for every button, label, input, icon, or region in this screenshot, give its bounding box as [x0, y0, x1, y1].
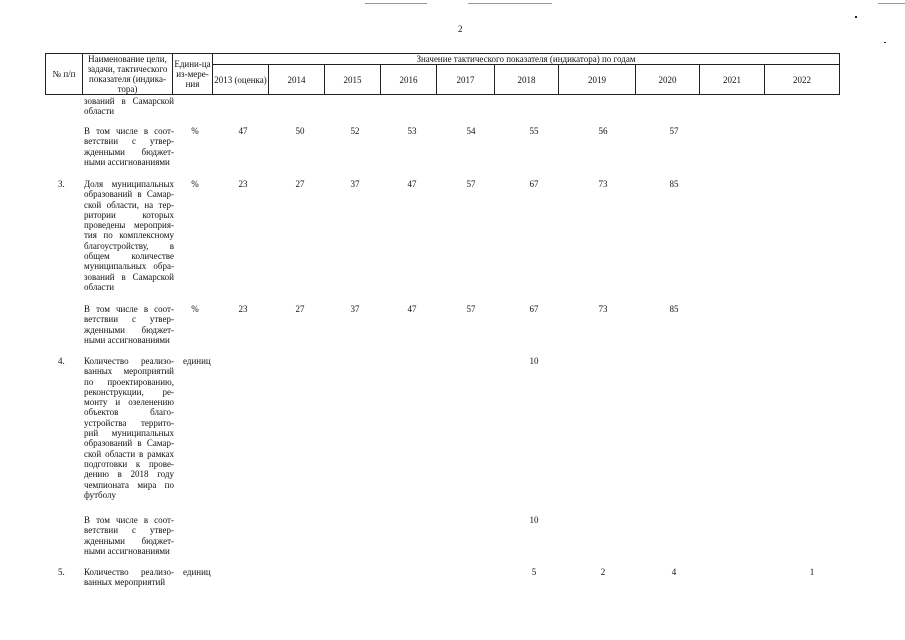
- row-unit: единиц: [183, 567, 211, 577]
- header-year: 2021: [700, 65, 765, 95]
- header-year: 2017: [437, 65, 495, 95]
- top-rule-edge: [878, 3, 905, 4]
- row-name: В том числе в соот-ветствии с утвер-жденными бюджет-ными ассигнованиями: [84, 126, 174, 167]
- row-unit: единиц: [183, 356, 211, 366]
- row-value: 1: [809, 567, 815, 577]
- row-value: 47: [407, 179, 417, 189]
- row-value: 85: [669, 179, 679, 189]
- scan-speck: [855, 16, 857, 18]
- row-value: 47: [238, 126, 248, 136]
- row-value: 85: [669, 304, 679, 314]
- header-unit: Едини-ца из-мере-ния: [173, 54, 213, 95]
- row-name: Количество реализо-ванных мероприятий по проектированию, реконструкции, ре-монту и озеленению объектов благо-устройства террито-рий муниципальных образований в Самар-ской области в рамках подготовки к прове-дению в 2018 году чемпионата мира по футболу: [84, 356, 174, 500]
- row-number: 3.: [58, 179, 65, 189]
- row-value: 55: [529, 126, 539, 136]
- row-unit: %: [191, 304, 199, 314]
- row-value: 23: [238, 304, 248, 314]
- row-number: 4.: [58, 356, 65, 366]
- row-value: 47: [407, 304, 417, 314]
- row-value: 73: [598, 179, 608, 189]
- header-span-title: Значение тактического показателя (индикатора) по годам: [213, 54, 840, 65]
- row-value: 23: [238, 179, 248, 189]
- header-num: № п/п: [46, 54, 83, 95]
- row-value: 67: [529, 304, 539, 314]
- row-value: 4: [671, 567, 677, 577]
- row-value: 37: [350, 179, 360, 189]
- scan-speck: [884, 42, 886, 43]
- header-year: 2018: [495, 65, 559, 95]
- indicator-table-header: [45, 53, 840, 95]
- row-unit: %: [191, 179, 199, 189]
- header-year: 2019: [559, 65, 636, 95]
- row-value: 50: [295, 126, 305, 136]
- row-number: 5.: [58, 567, 65, 577]
- row-name: В том числе в соот-ветствии с утвер-жденными бюджет-ными ассигнованиями: [84, 304, 174, 345]
- row-name: Количество реализо-ванных мероприятий: [84, 567, 174, 588]
- row-value: 52: [350, 126, 360, 136]
- row-value: 54: [466, 126, 476, 136]
- row-value: 37: [350, 304, 360, 314]
- row-value: 10: [529, 515, 539, 525]
- row-value: 56: [598, 126, 608, 136]
- header-year: 2022: [765, 65, 840, 95]
- top-rule-left: [365, 3, 427, 4]
- row-value: 27: [295, 179, 305, 189]
- row-value: 57: [466, 179, 476, 189]
- row-value: 73: [598, 304, 608, 314]
- header-year: 2015: [325, 65, 381, 95]
- row-value: 57: [669, 126, 679, 136]
- row-value: 10: [529, 356, 539, 366]
- header-name: Наименование цели, задачи, тактического показателя (индика-тора): [83, 54, 173, 95]
- row-value: 5: [531, 567, 537, 577]
- page-number: 2: [458, 24, 463, 34]
- row-name: В том числе в соот-ветствии с утвер-жденными бюджет-ными ассигнованиями: [84, 515, 174, 556]
- row-name: зований в Самарской области: [84, 96, 174, 117]
- header-year: 2014: [269, 65, 325, 95]
- header-year: 2016: [381, 65, 437, 95]
- row-name: Доля муниципальных образований в Самар-ской области, на тер-ритории которых проведены мероприя-тия по комплексному благоустройству, в общем количестве муниципальных обра-зований в Самарской области: [84, 179, 174, 292]
- row-value: 2: [600, 567, 606, 577]
- row-value: 57: [466, 304, 476, 314]
- row-value: 67: [529, 179, 539, 189]
- top-rule-right: [468, 3, 552, 4]
- row-value: 27: [295, 304, 305, 314]
- header-year: 2013 (оценка): [213, 65, 269, 95]
- row-unit: %: [191, 126, 199, 136]
- header-year: 2020: [636, 65, 700, 95]
- row-value: 53: [407, 126, 417, 136]
